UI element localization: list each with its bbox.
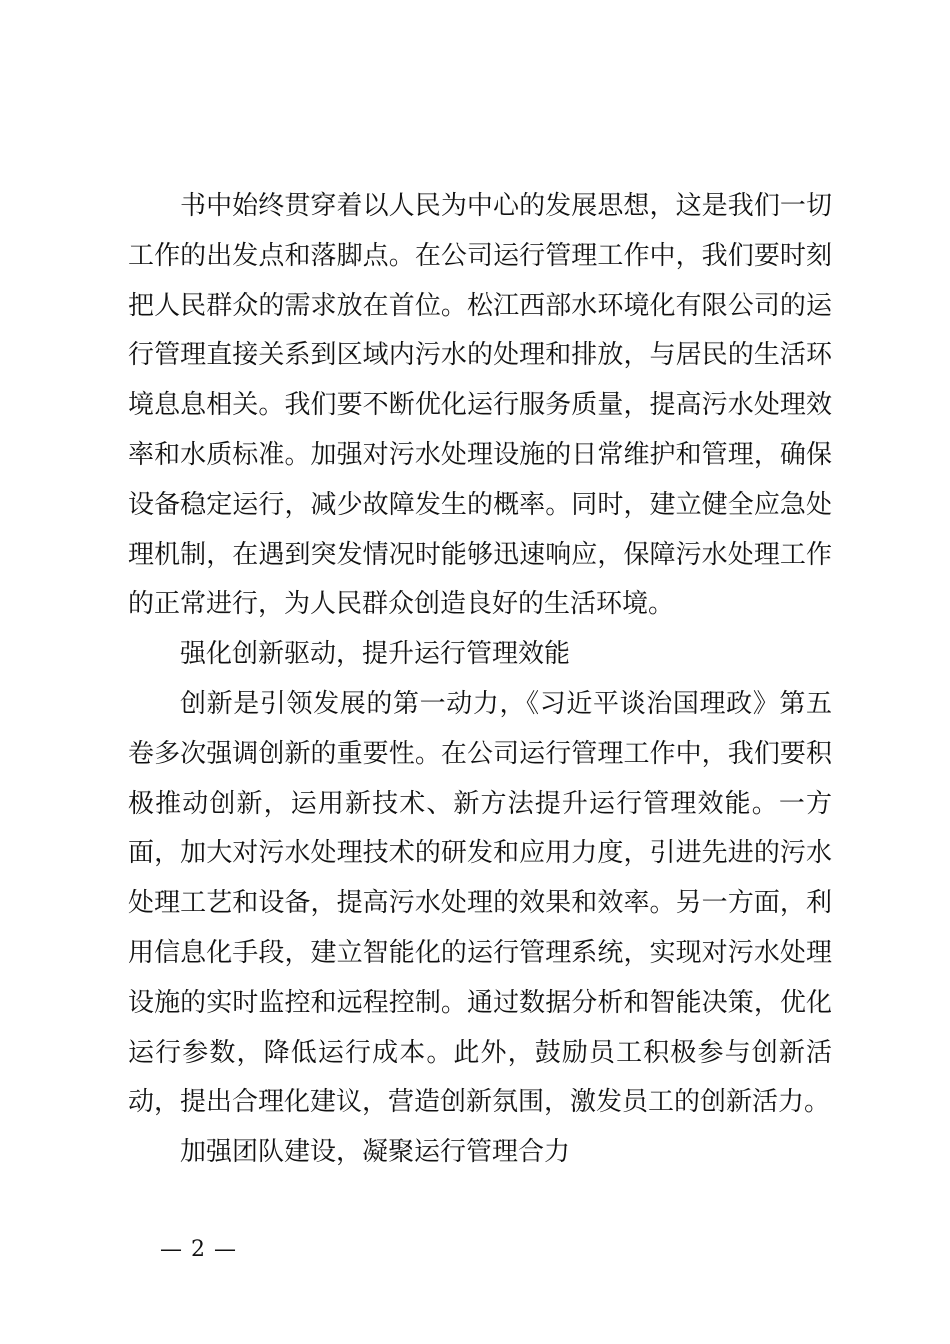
- document-body: [128, 182, 832, 1178]
- body-paragraph: 书中始终贯穿着以人民为中心的发展思想，这是我们一切工作的出发点和落脚点。在公司运行管理工作中，我们要时刻把人民群众的需求放在首位。松江西部水环境化有限公司的运行管理直接关系到区域内污水的处理和排放，与居民的生活环境息息相关。我们要不断优化运行服务质量，提高污水处理效率和水质标准。加强对污水处理设施的日常维护和管理，确保设备稳定运行，减少故障发生的概率。同时，建立健全应急处理机制，在遇到突发情况时能够迅速响应，保障污水处理工作的正常进行，为人民群众创造良好的生活环境。: [128, 191, 832, 620]
- body-paragraph: 创新是引领发展的第一动力，《习近平谈治国理政》第五卷多次强调创新的重要性。在公司运行管理工作中，我们要积极推动创新，运用新技术、新方法提升运行管理效能。一方面，加大对污水处理技术的研发和应用力度，引进先进的污水处理工艺和设备，提高污水处理的效果和效率。另一方面，利用信息化手段，建立智能化的运行管理系统，实现对污水处理设施的实时监控和远程控制。通过数据分析和智能决策，优化运行参数，降低运行成本。此外，鼓励员工积极参与创新活动，提出合理化建议，营造创新氛围，激发员工的创新活力。: [128, 688, 832, 1118]
- section-heading: 加强团队建设，凝聚运行管理合力: [180, 1137, 571, 1168]
- page-number: — 2 —: [160, 1237, 237, 1262]
- section-heading: 强化创新驱动，提升运行管理效能: [180, 639, 571, 670]
